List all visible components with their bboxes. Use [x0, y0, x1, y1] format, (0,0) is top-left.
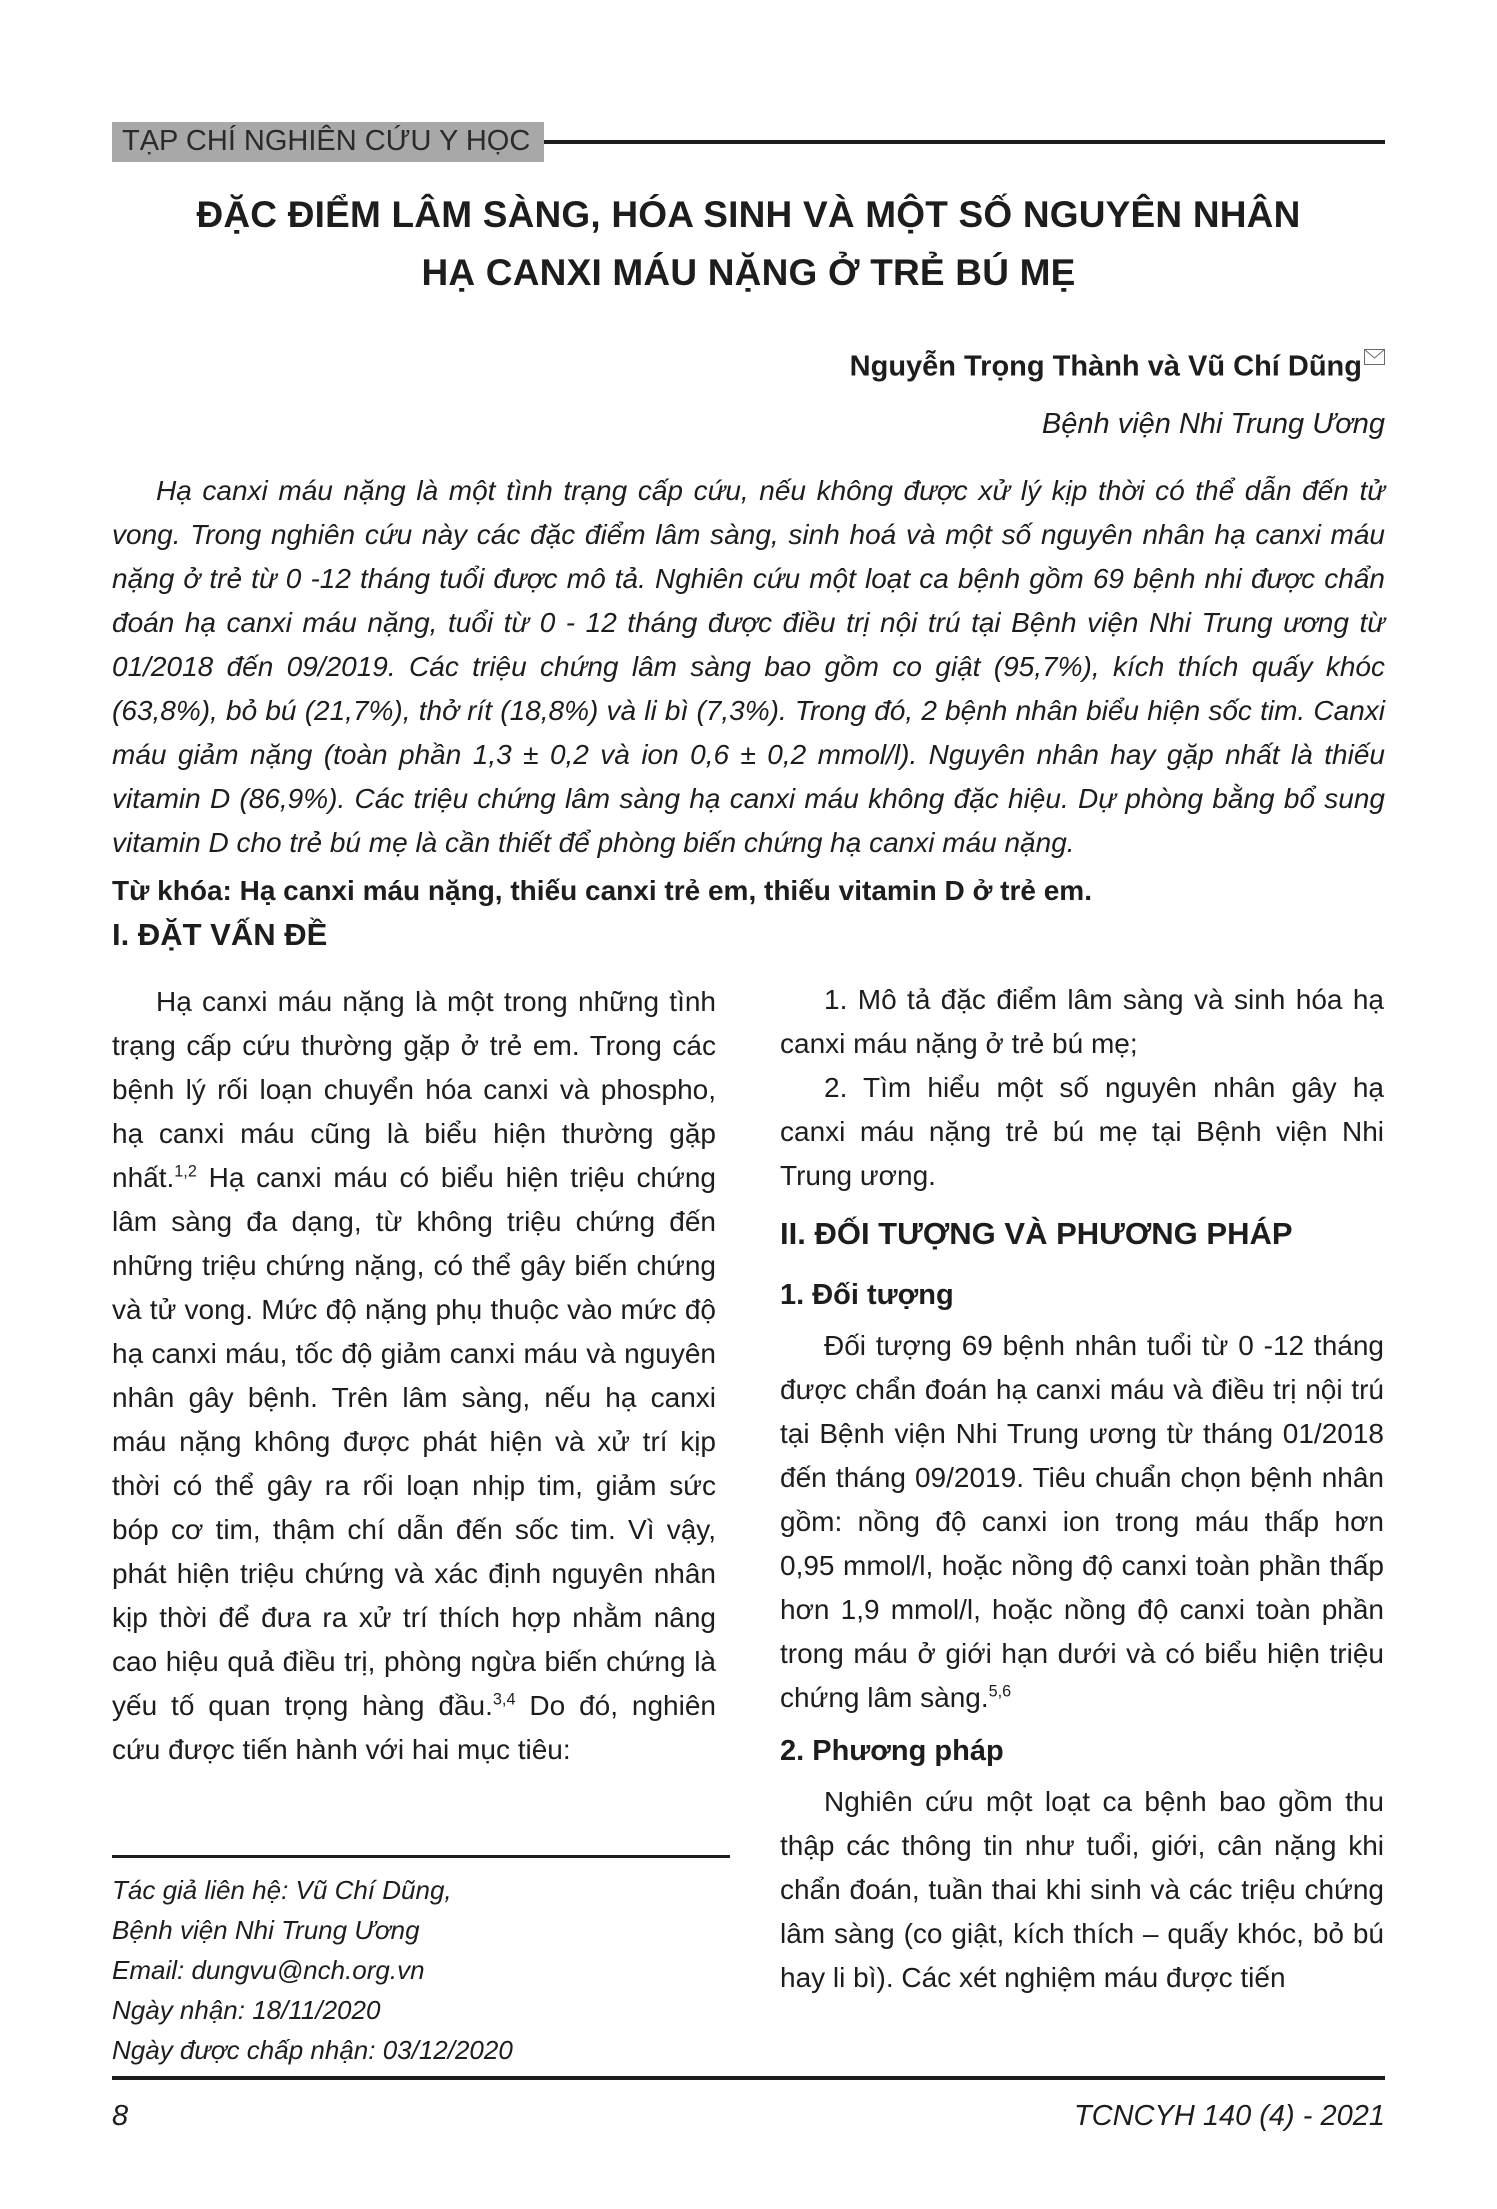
footnote-received-date: Ngày nhận: 18/11/2020	[112, 1995, 381, 2025]
page-number: 8	[112, 2100, 129, 2132]
envelope-icon	[1364, 340, 1385, 373]
section-1-heading: I. ĐẶT VẤN ĐỀ	[112, 916, 328, 952]
objective-1: 1. Mô tả đặc điểm lâm sàng và sinh hóa hạ canxi máu nặng ở trẻ bú mẹ;	[780, 983, 1384, 1059]
corresponding-author-footnote	[112, 1855, 730, 2070]
two-column-body	[112, 913, 1385, 2000]
journal-reference: TCNCYH 140 (4) - 2021	[1073, 2100, 1385, 2132]
left-column	[112, 913, 716, 2000]
abstract-paragraph: Hạ canxi máu nặng là một tình trạng cấp cứu, nếu không được xử lý kịp thời có thể dẫn đến tử vong. Trong nghiên cứu này các đặc điểm lâm sàng, sinh hoá và một số nguyên nhân hạ canxi máu nặng ở trẻ từ 0 -12 tháng tuổi được mô tả. Nghiên cứu một loạt ca bệnh gồm 69 bệnh nhi được chẩn đoán hạ canxi máu nặng, tuổi từ 0 - 12 tháng được điều trị nội trú tại Bệnh viện Nhi Trung ương từ 01/2018 đến 09/2019. Các triệu chứng lâm sàng bao gồm co giật (95,7%), kích thích quấy khóc (63,8%), bỏ bú (21,7%), thở rít (18,8%) và li bì (7,3%). Trong đó, 2 bệnh nhân biểu hiện sốc tim. Canxi máu giảm nặng (toàn phần 1,3 ± 0,2 và ion 0,6 ± 0,2 mmol/l). Nguyên nhân hay gặp nhất là thiếu vitamin D (86,9%). Các triệu chứng lâm sàng hạ canxi máu không đặc hiệu. Dự phòng bằng bổ sung vitamin D cho trẻ bú mẹ là cần thiết để phòng biến chứng hạ canxi máu nặng.	[112, 474, 1385, 858]
article-title-line2: HẠ CANXI MÁU NẶNG Ở TRẺ BÚ MẸ	[421, 252, 1076, 293]
footnote-contact: Tác giả liên hệ: Vũ Chí Dũng,	[112, 1875, 452, 1905]
section-2-sub-1: 1. Đối tượng	[780, 1278, 954, 1311]
article-title-line1: ĐẶC ĐIỂM LÂM SÀNG, HÓA SINH VÀ MỘT SỐ NGUYÊN NHÂN	[196, 194, 1301, 235]
footnote-accepted-date: Ngày được chấp nhận: 03/12/2020	[112, 2035, 513, 2065]
section-1-text-a: Hạ canxi máu nặng là một trong những tình trạng cấp cứu thường gặp ở trẻ em. Trong các bệnh lý rối loạn chuyển hóa canxi và phospho, hạ canxi máu cũng là biểu hiện thường gặp nhất.	[112, 985, 716, 1193]
journal-name-badge: TẠP CHÍ NGHIÊN CỨU Y HỌC	[112, 122, 544, 162]
section-2-text-a: Đối tượng 69 bệnh nhân tuổi từ 0 -12 tháng được chẩn đoán hạ canxi máu và điều trị nội trú tại Bệnh viện Nhi Trung ương từ tháng 01/2018 đến tháng 09/2019. Tiêu chuẩn chọn bệnh nhân gồm: nồng độ canxi ion trong máu thấp hơn 0,95 mmol/l, hoặc nồng độ canxi toàn phần thấp hơn 1,9 mmol/l, hoặc nồng độ canxi toàn phần trong máu ở giới hạn dưới và có biểu hiện triệu chứng lâm sàng.	[780, 1329, 1384, 1713]
citation-ref-3-4: 3,4	[492, 1690, 516, 1709]
citation-ref-1-2: 1,2	[174, 1162, 197, 1181]
author-names: Nguyễn Trọng Thành và Vũ Chí Dũng	[849, 350, 1362, 383]
right-column	[780, 913, 1384, 2000]
authors-line	[112, 340, 1385, 384]
section-1-paragraph	[112, 980, 716, 1772]
section-2-paragraph-2: Nghiên cứu một loạt ca bệnh bao gồm thu thập các thông tin như tuổi, giới, cân nặng khi chẩn đoán, tuần thai khi sinh và các triệu chứng lâm sàng (co giật, kích thích – quấy khóc, bỏ bú hay li bì). Các xét nghiệm máu được tiến	[780, 1785, 1384, 1993]
section-1-text-c: Do đó, nghiên cứu được tiến hành với hai mục tiêu:	[112, 1689, 716, 1765]
page-footer	[112, 2076, 1385, 2133]
footnote-rule	[112, 1855, 730, 1858]
footnote-institution: Bệnh viện Nhi Trung Ương	[112, 1915, 420, 1945]
section-2-heading: II. ĐỐI TƯỢNG VÀ PHƯƠNG PHÁP	[780, 1215, 1293, 1251]
header-rule	[544, 140, 1385, 144]
citation-ref-5-6: 5,6	[988, 1682, 1012, 1701]
footer-rule	[112, 2076, 1385, 2080]
keywords-line: Từ khóa: Hạ canxi máu nặng, thiếu canxi trẻ em, thiếu vitamin D ở trẻ em.	[112, 874, 1092, 906]
article-title	[112, 186, 1385, 302]
section-2-paragraph-1	[780, 1324, 1384, 1720]
journal-page	[0, 122, 1497, 2209]
footnote-email: Email: dungvu@nch.org.vn	[112, 1955, 425, 1985]
section-1-text-b: Hạ canxi máu có biểu hiện triệu chứng lâm sàng đa dạng, từ không triệu chứng đến những triệu chứng nặng, có thể gây biến chứng và tử vong. Mức độ nặng phụ thuộc vào mức độ hạ canxi máu, tốc độ giảm canxi máu và nguyên nhân gây bệnh. Trên lâm sàng, nếu hạ canxi máu nặng không được phát hiện và xử trí kịp thời có thể gây ra rối loạn nhịp tim, giảm sức bóp cơ tim, thậm chí dẫn đến sốc tim. Vì vậy, phát hiện triệu chứng và xác định nguyên nhân kịp thời để đưa ra xử trí thích hợp nhằm nâng cao hiệu quả điều trị, phòng ngừa biến chứng là yếu tố quan trọng hàng đầu.	[112, 1161, 716, 1721]
section-2-sub-2: 2. Phương pháp	[780, 1734, 1004, 1767]
objective-2: 2. Tìm hiểu một số nguyên nhân gây hạ canxi máu nặng trẻ bú mẹ tại Bệnh viện Nhi Trung ương.	[780, 1071, 1384, 1191]
journal-header	[112, 122, 1385, 162]
affiliation: Bệnh viện Nhi Trung Ương	[1041, 407, 1385, 440]
